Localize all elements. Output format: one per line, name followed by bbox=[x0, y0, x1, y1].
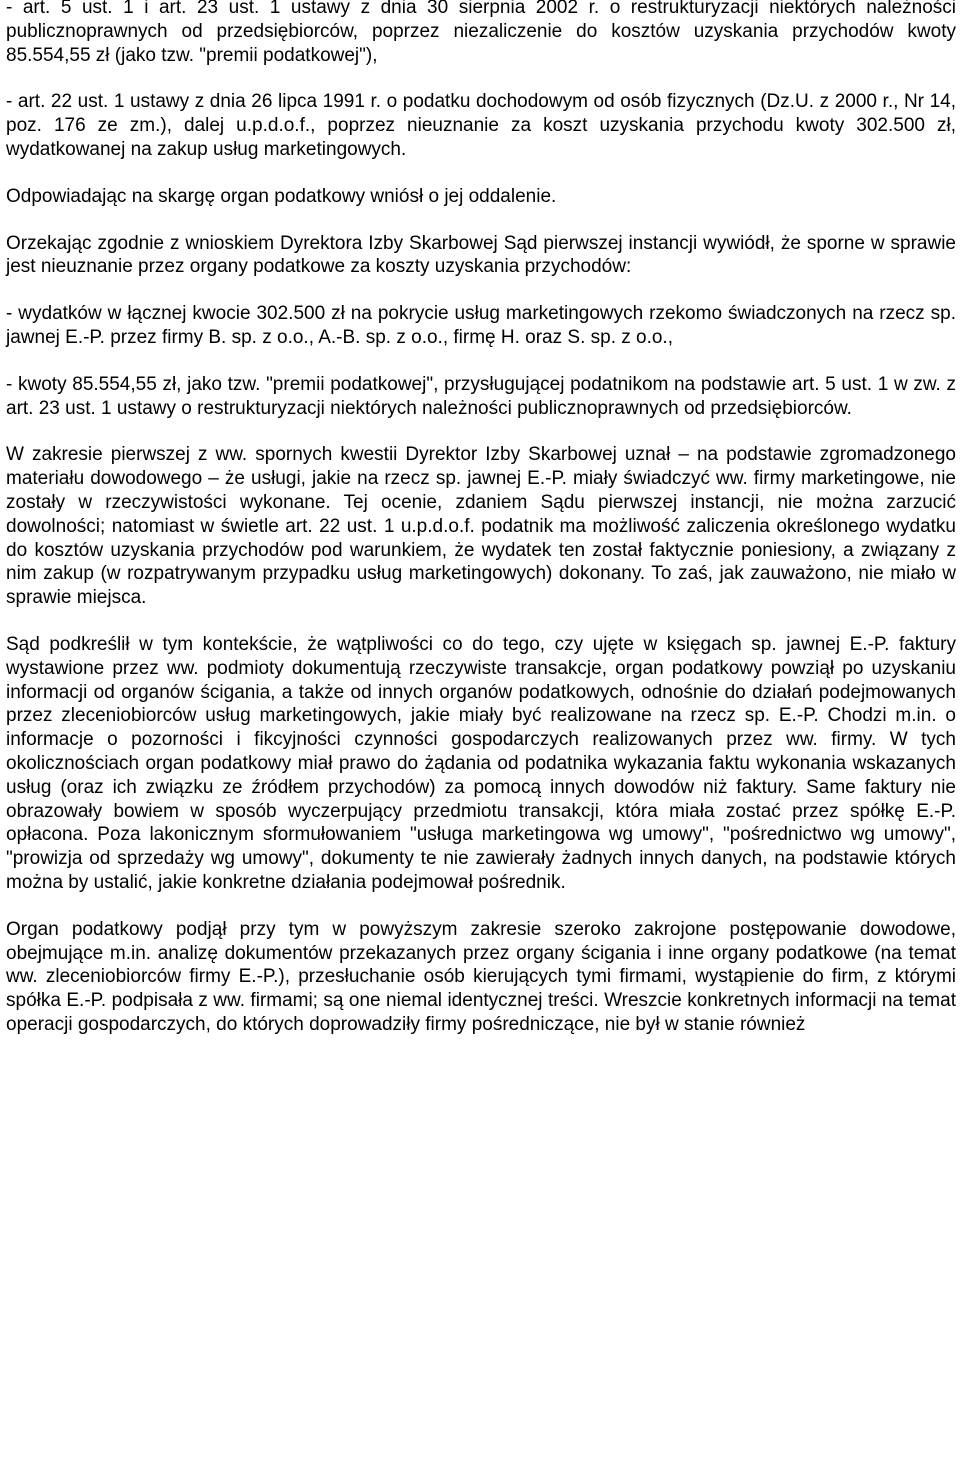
paragraph-authority-response: Odpowiadając na skargę organ podatkowy wniósł o jej oddalenie. bbox=[6, 185, 557, 207]
paragraph-court-emphasis: Sąd podkreślił w tym kontekście, że wątpliwości co do tego, czy ujęte w księgach sp. jawnej E.-P. faktury wystawione przez ww. podmioty dokumentują rzeczywiste transakcje, organ podatkowy powziął po uzyskaniu informacji od organów ścigania, a także od innych organów podatkowych, odnośnie do działań podejmowanych przez zleceniobiorców usług marketingowych, jakie miały być realizowane na rzecz sp. E.-P. Chodzi m.in. o informacje o pozorności i fikcyjności czynności gospodarczych realizowanych przez ww. firmy. W tych okolicznościach organ podatkowy miał prawo do żądania od podatnika wykazania faktu wykonania wskazanych usług (oraz ich związku ze źródłem przychodów) za pomocą innych dowodów niż faktury. Same faktury nie obrazowały bowiem w sposób wyczerpujący przedmiotu transakcji, która miała zostać przez spółkę E.-P. opłacona. Poza lakonicznym sformułowaniem "usługa marketingowa wg umowy", "pośrednictwo wg umowy", "prowizja od sprzedaży wg umowy", dokumenty te nie zawierały żadnych innych danych, na podstawie których można by ustalić, jakie konkretne działania podejmował pośrednik. bbox=[6, 633, 956, 893]
paragraph-first-issue: W zakresie pierwszej z ww. spornych kwestii Dyrektor Izby Skarbowej uznał – na podstawie zgromadzonego materiału dowodowego – że usługi, jakie na rzecz sp. jawnej E.-P. miały świadczyć ww. firmy marketingowe, nie zostały w rzeczywistości wykonane. Tej ocenie, zdaniem Sądu pierwszej instancji, nie można zarzucić dowolności; natomiast w świetle art. 22 ust. 1 u.p.d.o.f. podatnik ma możliwość zaliczenia określonego wydatku do kosztów uzyskania przychodów pod warunkiem, że wydatek ten został faktycznie poniesiony, a związany z nim zakup (w rozpatrywanym przypadku usług marketingowych) dokonany. To zaś, jak zauważono, nie miało w sprawie miejsca. bbox=[6, 444, 956, 609]
paragraph-disputed-premium: - kwoty 85.554,55 zł, jako tzw. "premii podatkowej", przysługującej podatnikom na podstawie art. 5 ust. 1 w zw. z art. 23 ust. 1 ustawy o restrukturyzacji niektórych należności publicznoprawnych od przedsiębiorców. bbox=[6, 373, 956, 419]
paragraph-disputed-expenses: - wydatków w łącznej kwocie 302.500 zł na pokrycie usług marketingowych rzekomo świadczonych na rzecz sp. jawnej E.-P. przez firmy B. sp. z o.o., A.-B. sp. z o.o., firmę H. oraz S. sp. z o.o., bbox=[6, 303, 956, 348]
paragraph-art22-objection: - art. 22 ust. 1 ustawy z dnia 26 lipca 1991 r. o podatku dochodowym od osób fizycznych (Dz.U. z 2000 r., Nr 14, poz. 176 ze zm.), dalej u.p.d.o.f., poprzez nieuznanie za koszt uzyskania przychodu kwoty 302.500 zł, wydatkowanej na zakup usług marketingowych. bbox=[6, 91, 956, 160]
paragraph-art5-objection: - art. 5 ust. 1 i art. 23 ust. 1 ustawy z dnia 30 sierpnia 2002 r. o restrukturyzacji niektórych należności publicznoprawnych od przedsiębiorców, poprzez niezaliczenie do kosztów uzyskania przychodów kwoty 85.554,55 zł (jako tzw. "premii podatkowej"), bbox=[6, 0, 956, 66]
paragraph-court-ruling: Orzekając zgodnie z wnioskiem Dyrektora Izby Skarbowej Sąd pierwszej instancji wywiódł, że sporne w sprawie jest nieuznanie przez organy podatkowe za koszty uzyskania przychodów: bbox=[6, 232, 956, 278]
paragraph-evidence-proceedings: Organ podatkowy podjął przy tym w powyższym zakresie szeroko zakrojone postępowanie dowodowe, obejmujące m.in. analizę dokumentów przekazanych przez organy ścigania i inne organy podatkowe (na temat ww. zleceniobiorców firmy E.-P.), przesłuchanie osób kierujących tymi firmami, wystąpienie do firm, z którymi spółka E.-P. podpisała z ww. firmami; są one niemal identycznej treści. Wreszcie konkretnych informacji na temat operacji gospodarczych, do których doprowadziły firmy pośredniczące, nie był w stanie również bbox=[6, 918, 956, 1035]
